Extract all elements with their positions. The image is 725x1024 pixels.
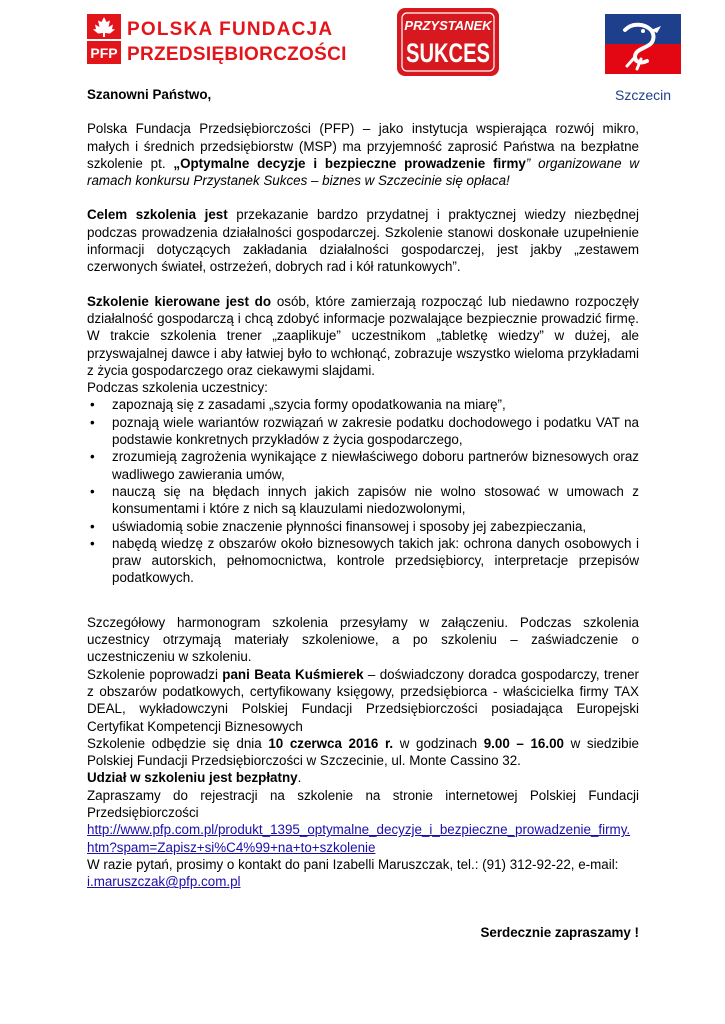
contact-paragraph: W razie pytań, prosimy o kontakt do pani Izabelli Maruszczak, tel.: (91) 312-92-22, e-mail: (87, 856, 619, 872)
trainer-name: pani Beata Kuśmierek (222, 666, 364, 682)
list-item: • poznają wiele wariantów rozwiązań w zakresie podatku dochodowego i podatku VAT na podstawie konkretnych przykładów z życia gospodarczego, (90, 414, 639, 448)
maple-leaf-icon (87, 14, 121, 39)
pfp-badge: PFP (90, 45, 118, 61)
letter-body (87, 86, 639, 942)
intro-paragraph: Polska Fundacja Przedsiębiorczości (PFP) – jako instytucja wspierająca rozwój mikro, małych i średnich przedsiębiorstw (MSP) ma przyjemność zaprosić Państwa na bezpłatne szkolenie pt. „Optymalne decyzje i bezpieczne prowadzenie firmy” organizowane w ramach konkursu Przystanek Sukces – biznes w Szczecinie się opłaca! (87, 121, 640, 189)
griffin-icon (605, 14, 681, 74)
registration-link-line2[interactable]: htm?spam=Zapisz+si%C4%99+na+to+szkolenie (87, 839, 376, 855)
contact-email-line (87, 873, 639, 890)
list-intro: Podczas szkolenia uczestnicy: (87, 380, 268, 396)
goal-paragraph: Celem szkolenia jest przekazanie bardzo przydatnej i praktycznej wiedzy niezbędnej podczas prowadzenia działalności gospodarczej. Szkolenie stanowi doskonałe uzupełnienie informacji dotyczących zakładania działalności gospodarczej, jest jakby „zestawem czerwonych świateł, ostrzeżeń, dobrych rad i kół ratunkowych”. (87, 207, 639, 275)
list-item: • zapoznają się z zasadami „szycia formy opodatkowania na miarę”, (90, 397, 506, 413)
registration-link-line1[interactable]: http://www.pfp.com.pl/produkt_1395_optymalne_decyzje_i_bezpieczne_prowadzenie_firmy. (87, 822, 631, 838)
training-date: 10 czerwca 2016 r. (268, 735, 394, 751)
pfp-logo-line2: PRZEDSIĘBIORCZOŚCI (127, 44, 347, 65)
list-item: • nabędą wiedzę z obszarów około biznesowych takich jak: ochrona danych osobowych i praw autorskich, pełnomocnictwa, kontrole przedsiębiorcy, interpretacje przepisów podatkowych. (90, 535, 639, 586)
sukces-logo-main: SUKCES (406, 38, 490, 68)
registration-link[interactable] (87, 821, 639, 856)
przystanek-sukces-logo (397, 8, 499, 76)
free-note: Udział w szkoleniu jest bezpłatny. (87, 770, 302, 786)
salutation: Szanowni Państwo, (87, 87, 212, 102)
trainer-paragraph: Szkolenie poprowadzi pani Beata Kuśmierek – doświadczony doradca gospodarczy, trener z obszarów podatkowych, certyfikowany księgowy, przedsiębiorca - właścicielka firmy TAX DEAL, wykładowczyni Polskiej Fundacji Przedsiębiorczości posiadająca Europejski Certyfikat Kompetencji Biznesowych (87, 666, 639, 734)
training-hours: 9.00 – 16.00 (483, 735, 564, 751)
contact-email-link[interactable]: i.maruszczak@pfp.com.pl (87, 874, 241, 890)
closing-line: Serdecznie zapraszamy ! (480, 925, 639, 941)
list-item: • uświadomią sobie znaczenie płynności finansowej i sposoby jej zabezpieczania, (90, 518, 587, 534)
list-item: • zrozumieją zagrożenia wynikające z niewłaściwego doboru partnerów biznesowych oraz wadliwego zawierania umów, (90, 449, 639, 482)
benefits-list (87, 396, 639, 586)
audience-paragraph: Szkolenie kierowane jest do osób, które zamierzają rozpocząć lub niedawno rozpoczęły działalność gospodarczą i chcą zdobyć informacje pozwalające bezpiecznie prowadzić firmę. W trakcie szkolenia trener „zaaplikuje” uczestnikom „tabletkę wiedzy” w dużej, ale przyswajalnej dawce i aby łatwiej było to wchłonąć, zobrazuje wszystko wieloma przykładami z życia gospodarczego oraz ciekawymi slajdami. (87, 293, 640, 378)
list-item: • nauczą się na błędach innych jakich zapisów nie wolno stosować w umowach z konsumentami i które z nich są klauzulami niedozwolonymi, (90, 483, 639, 517)
pfp-logo-line1: POLSKA FUNDACJA (127, 19, 334, 40)
pfp-logo (87, 14, 347, 66)
schedule-paragraph: Szczegółowy harmonogram szkolenia przesyłamy w załączeniu. Podczas szkolenia uczestnicy otrzymają materiały szkoleniowe, a po szkoleniu – zaświadczenie o uczestniczeniu w szkoleniu. (87, 614, 639, 665)
date-paragraph: Szkolenie odbędzie się dnia 10 czerwca 2016 r. w godzinach 9.00 – 16.00 w siedzibie Polskiej Fundacji Przedsiębiorczości w Szczecinie, ul. Monte Cassino 32. (87, 735, 639, 769)
registration-paragraph: Zapraszamy do rejestracji na szkolenie na stronie internetowej Polskiej Fundacji Przedsiębiorczości (87, 787, 639, 820)
training-title: „Optymalne decyzje i bezpieczne prowadzenie firmy (173, 155, 526, 171)
szczecin-logo-label: Szczecin (614, 87, 672, 103)
sukces-logo-top: PRZYSTANEK (404, 18, 492, 33)
